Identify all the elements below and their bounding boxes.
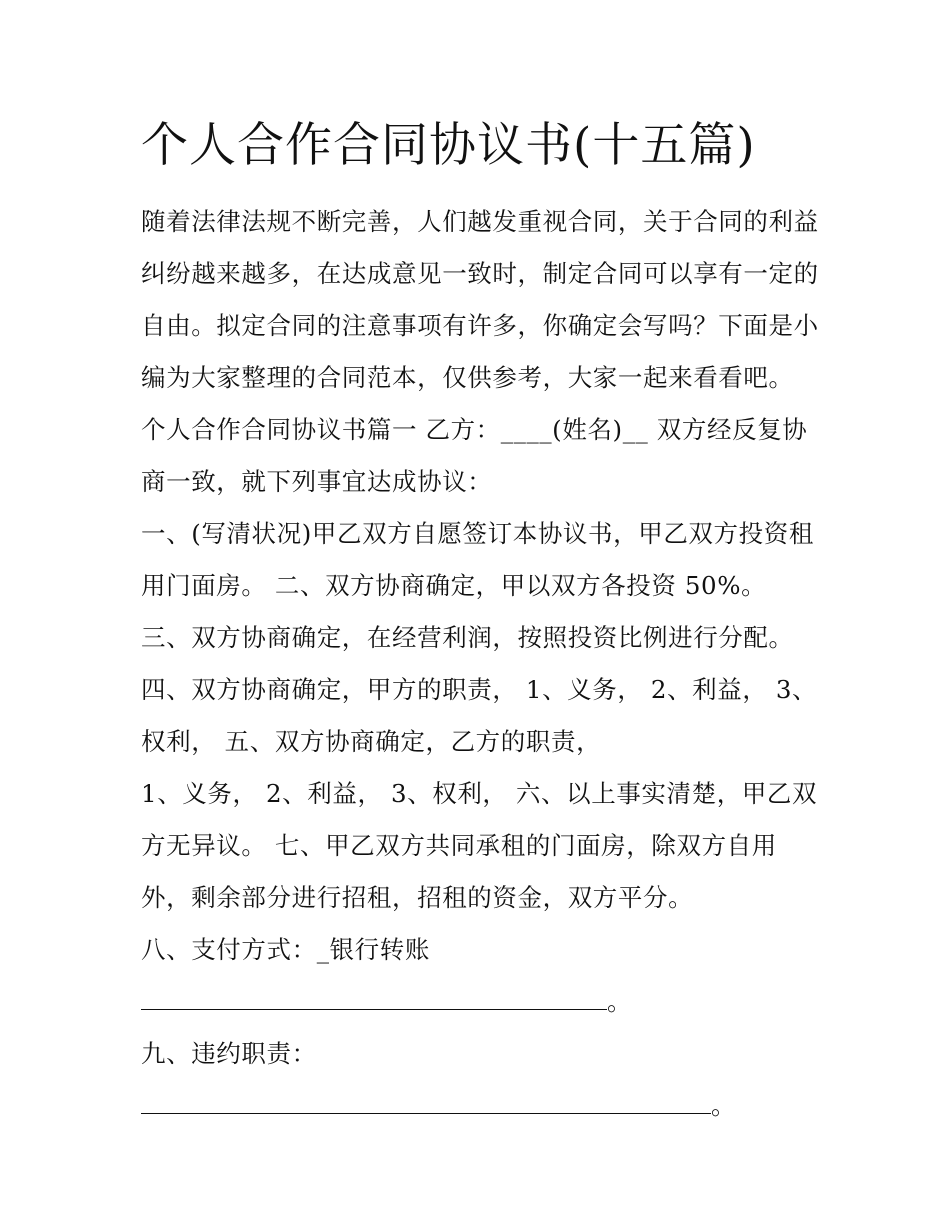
paragraph-line: 四、双方协商确定，甲方的职责， 1、义务， 2、利益， 3、 (141, 675, 818, 704)
document-body (141, 196, 831, 1132)
paragraph-line: 1、义务， 2、利益， 3、权利， 六、以上事实清楚，甲乙双 (141, 779, 818, 808)
paragraph-line: 编为大家整理的合同范本，仅供参考，大家一起来看看吧。 (141, 363, 794, 392)
paragraph-line: 一、(写清状况)甲乙双方自愿签订本协议书，甲乙双方投资租 (141, 519, 814, 548)
payment-blank-end: 。 (607, 987, 633, 1016)
paragraph-line: 随着法律法规不断完善，人们越发重视合同，关于合同的利益 (141, 207, 819, 236)
clause-nine-breach: 九、违约职责： (141, 1039, 317, 1068)
paragraph-line: 自由。拟定合同的注意事项有许多，你确定会写吗？下面是小 (141, 311, 819, 340)
breach-blank-line (141, 1083, 711, 1114)
breach-blank-end: 。 (711, 1091, 737, 1120)
paragraph-line: 权利， 五、双方协商确定，乙方的职责， (141, 727, 602, 756)
paragraph-line: 纠纷越来越多，在达成意见一致时，制定合同可以享有一定的 (141, 259, 819, 288)
clause-eight-payment: 八、支付方式：_银行转账 (141, 935, 430, 964)
document-title: 个人合作合同协议书(十五篇) (141, 118, 756, 173)
paragraph-line: 个人合作合同协议书篇一 乙方：____(姓名)__ 双方经反复协 (141, 415, 808, 444)
breach-blank-row (141, 1080, 831, 1132)
paragraph-line: 方无异议。 七、甲乙双方共同承租的门面房，除双方自用 (141, 831, 777, 860)
paragraph-line: 外，剩余部分进行招租，招租的资金，双方平分。 (141, 883, 694, 912)
paragraph-line: 用门面房。 二、双方协商确定，甲以双方各投资 50%。 (141, 571, 767, 600)
payment-blank-line (141, 979, 607, 1010)
paragraph-line: 商一致，就下列事宜达成协议： (141, 467, 493, 496)
payment-blank-row (141, 976, 831, 1028)
paragraph-line: 三、双方协商确定，在经营利润，按照投资比例进行分配。 (141, 623, 794, 652)
